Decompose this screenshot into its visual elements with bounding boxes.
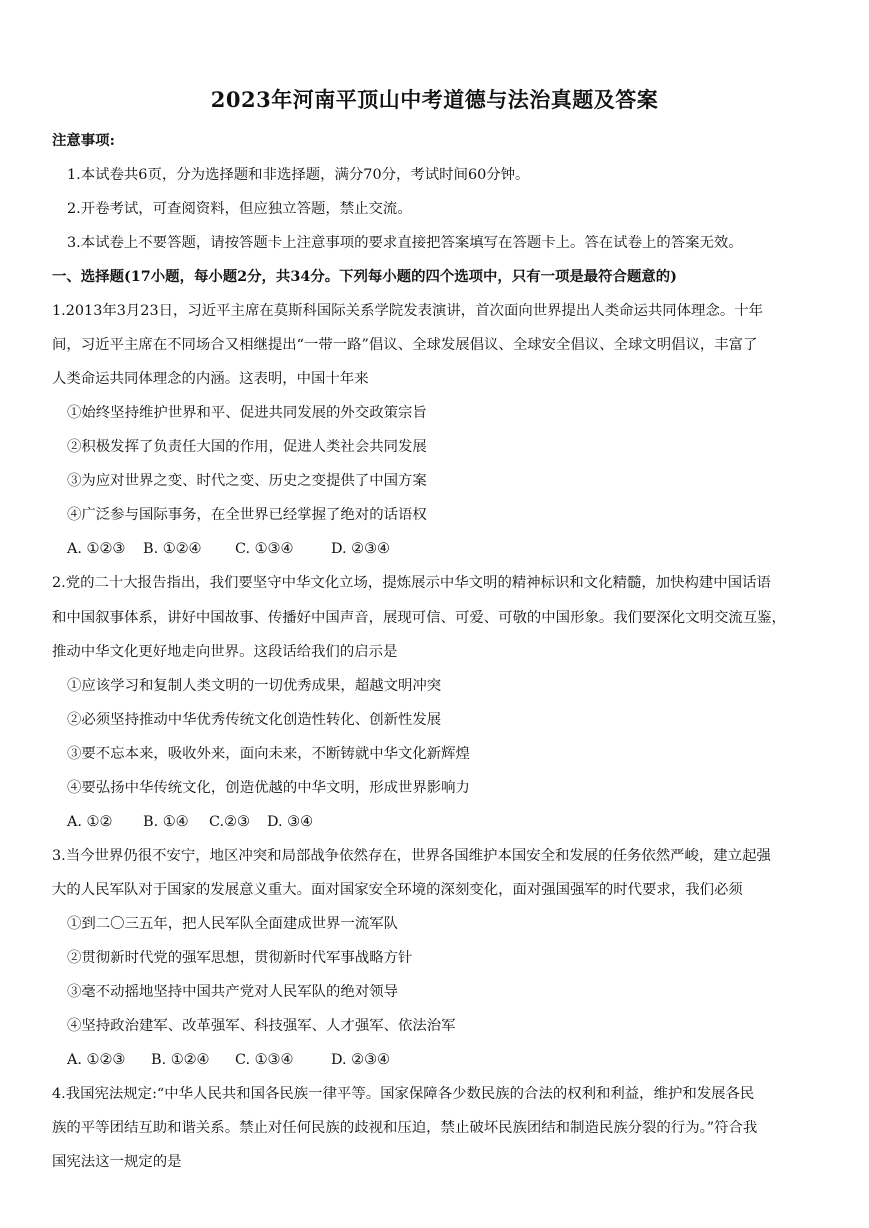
question-statement: ①应该学习和复制人类文明的一切优秀成果，超越文明冲突 — [67, 678, 442, 694]
option-c: C. ①③④ — [235, 1052, 294, 1068]
question-statement: ①到二〇三五年，把人民军队全面建成世界一流军队 — [67, 916, 398, 932]
note-item: 2.开卷考试，可查阅资料，但应独立答题，禁止交流。 — [67, 201, 412, 217]
question-stem-line: 大的人民军队对于国家的发展意义重大。面对国家安全环境的深刻变化，面对强国强军的时代要求，我们必须 — [52, 882, 743, 898]
option-a: A. ①②③ — [67, 1052, 126, 1068]
option-b: B. ①④ — [143, 814, 189, 830]
option-d: D. ②③④ — [331, 541, 390, 557]
question-stem-line: 人类命运共同体理念的内涵。这表明，中国十年来 — [52, 371, 369, 387]
answer-options — [67, 539, 390, 559]
question-stem-line: 3.当今世界仍很不安宁，地区冲突和局部战争依然存在，世界各国维护本国安全和发展的任务依然严峻，建立起强 — [52, 848, 771, 864]
option-a: A. ①② — [67, 814, 113, 830]
question-statement: ③要不忘本来，吸收外来，面向未来，不断铸就中华文化新辉煌 — [67, 746, 470, 762]
question-statement: ③毫不动摇地坚持中国共产党对人民军队的绝对领导 — [67, 984, 398, 1000]
option-d: D. ②③④ — [331, 1052, 390, 1068]
option-d: D. ③④ — [267, 814, 313, 830]
option-a: A. ①②③ — [67, 541, 126, 557]
option-c: C. ①③④ — [235, 541, 294, 557]
question-stem-line: 2.党的二十大报告指出，我们要坚守中华文化立场，提炼展示中华文明的精神标识和文化精髓，加快构建中国话语 — [52, 575, 771, 591]
note-item: 1.本试卷共6页，分为选择题和非选择题，满分70分，考试时间60分钟。 — [67, 167, 530, 183]
question-stem-line: 间，习近平主席在不同场合又相继提出“一带一路”倡议、全球发展倡议、全球安全倡议、全球文明倡议，丰富了 — [52, 337, 758, 353]
question-stem-line: 族的平等团结互助和谐关系。禁止对任何民族的歧视和压迫，禁止破坏民族团结和制造民族分裂的行为。”符合我 — [52, 1120, 758, 1136]
question-stem-line: 国宪法这一规定的是 — [52, 1154, 182, 1170]
question-statement: ②贯彻新时代党的强军思想，贯彻新时代军事战略方针 — [67, 950, 413, 966]
notes-heading: 注意事项: — [52, 132, 115, 149]
question-stem-line: 4.我国宪法规定:“中华人民共和国各民族一律平等。国家保障各少数民族的合法的权利和利益，维护和发展各民 — [52, 1086, 755, 1102]
question-statement: ②必须坚持推动中华优秀传统文化创造性转化、创新性发展 — [67, 712, 442, 728]
question-statement: ④坚持政治建军、改革强军、科技强军、人才强军、依法治军 — [67, 1018, 456, 1034]
question-statement: ①始终坚持维护世界和平、促进共同发展的外交政策宗旨 — [67, 405, 427, 421]
section-heading: 一、选择题(17小题，每小题2分，共34分。下列每小题的四个选项中，只有一项是最符合题意的) — [52, 268, 677, 285]
answer-options — [67, 812, 313, 832]
question-statement: ④要弘扬中华传统文化，创造优越的中华文明，形成世界影响力 — [67, 780, 470, 796]
question-statement: ④广泛参与国际事务，在全世界已经掌握了绝对的话语权 — [67, 507, 427, 523]
question-stem-line: 推动中华文化更好地走向世界。这段话给我们的启示是 — [52, 644, 398, 660]
option-b: B. ①②④ — [151, 1052, 210, 1068]
question-statement: ②积极发挥了负责任大国的作用，促进人类社会共同发展 — [67, 439, 427, 455]
answer-options — [67, 1050, 390, 1070]
question-statement: ③为应对世界之变、时代之变、历史之变提供了中国方案 — [67, 473, 427, 489]
option-b: B. ①②④ — [143, 541, 202, 557]
page-title: 2023年河南平顶山中考道德与法治真题及答案 — [210, 87, 659, 112]
note-item: 3.本试卷上不要答题，请按答题卡上注意事项的要求直接把答案填写在答题卡上。答在试卷上的答案无效。 — [67, 235, 743, 251]
question-stem-line: 和中国叙事体系，讲好中国故事、传播好中国声音，展现可信、可爱、可敬的中国形象。我们要深化文明交流互鉴， — [52, 610, 786, 626]
option-c: C.②③ — [209, 814, 250, 830]
question-stem-line: 1.2013年3月23日，习近平主席在莫斯科国际关系学院发表演讲，首次面向世界提出人类命运共同体理念。十年 — [52, 303, 764, 319]
